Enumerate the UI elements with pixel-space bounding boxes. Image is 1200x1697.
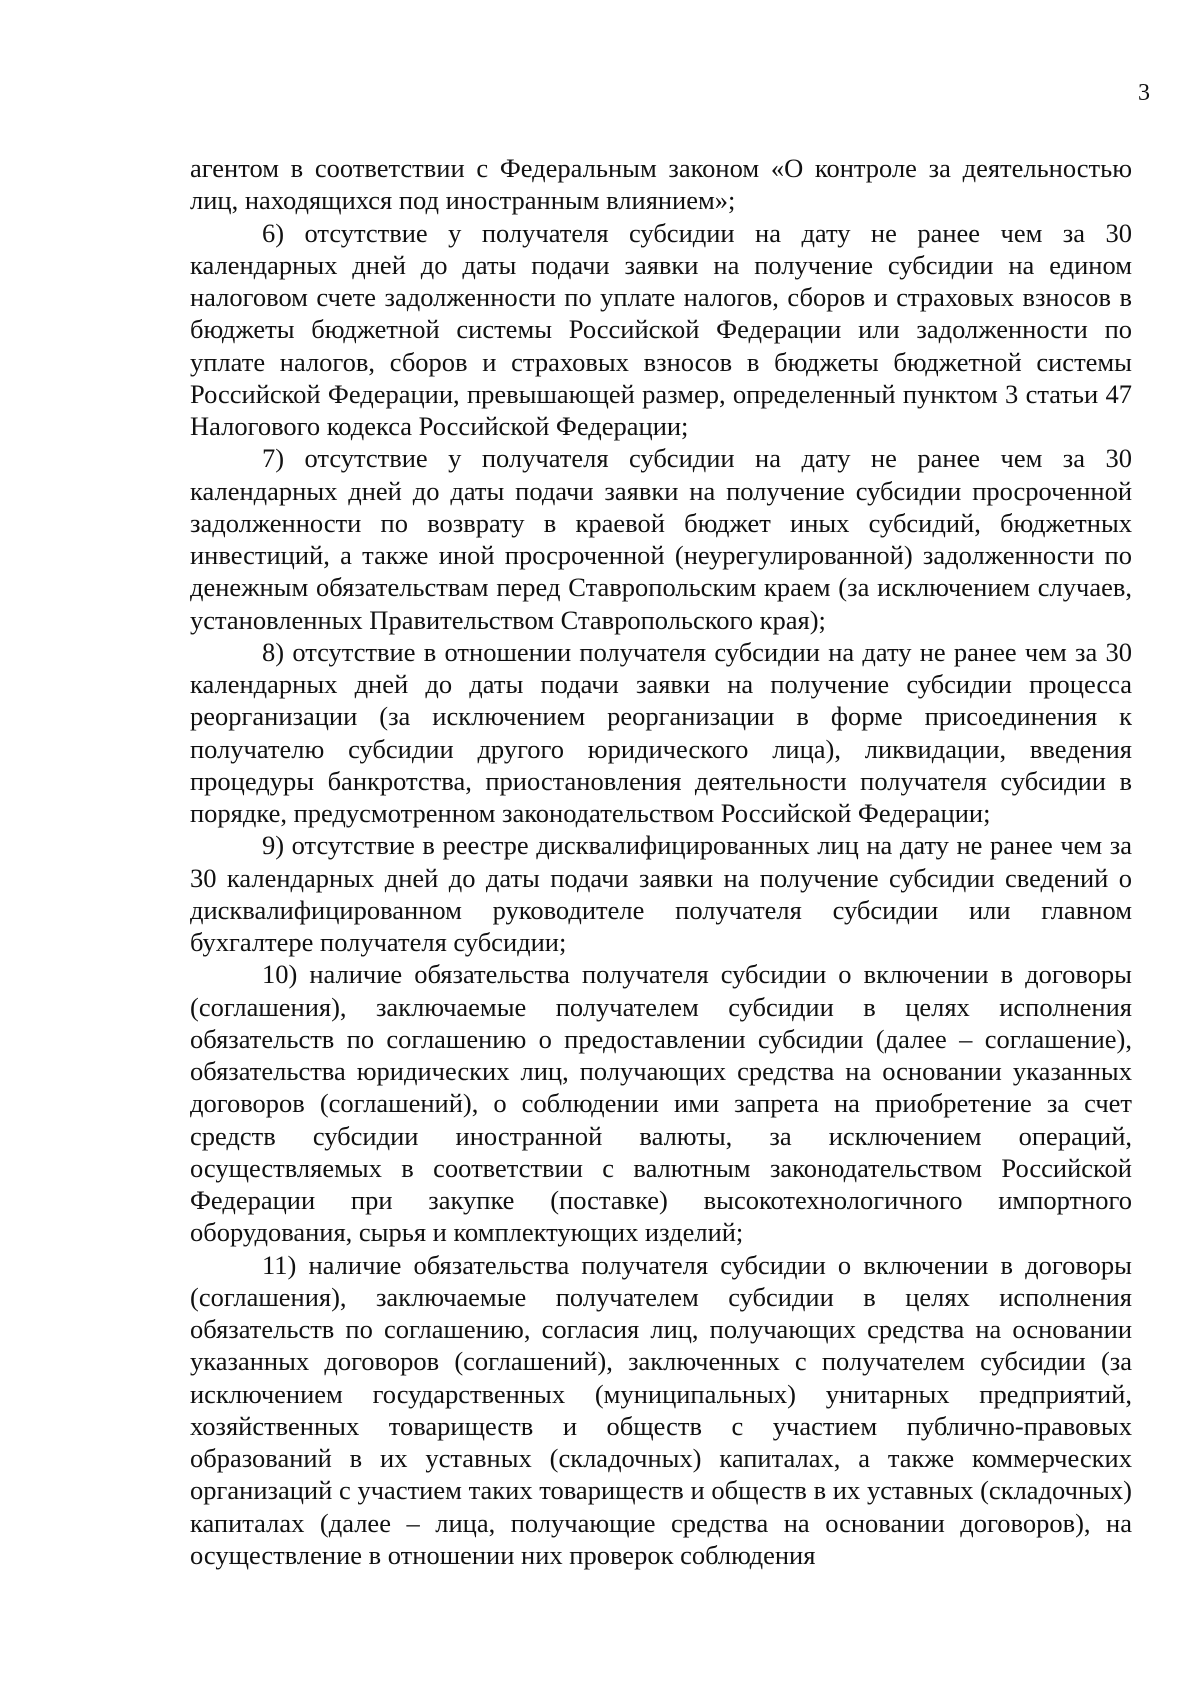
page-number: 3 — [1138, 80, 1150, 106]
paragraph-continuation: агентом в соответствии с Федеральным законом «О контроле за деятельностью лиц, находящихся под иностранным влиянием»; — [190, 153, 1132, 216]
paragraph-item-7: 7) отсутствие у получателя субсидии на дату не ранее чем за 30 календарных дней до даты подачи заявки на получение субсидии просроченной задолженности по возврату в краевой бюджет иных субсидий, бюджетных инвестиций, а также иной просроченной (неурегулированной) задолженности по денежным обязательствам перед Ставропольским краем (за исключением случаев, установленных Правительством Ставропольского края); — [190, 443, 1132, 635]
paragraph-item-11: 11) наличие обязательства получателя субсидии о включении в договоры (соглашения), заключаемые получателем субсидии в целях исполнения обязательств по соглашению, согласия лиц, получающих средства на основании указанных договоров (соглашений), заключенных с получателем субсидии (за исключением государственных (муниципальных) унитарных предприятий, хозяйственных товариществ и обществ с участием публично-правовых образований в их уставных (складочных) капиталах, а также коммерческих организаций с участием таких товариществ и обществ в их уставных (складочных) капиталах (далее – лица, получающие средства на основании договоров), на осуществление в отношении них проверок соблюдения — [190, 1249, 1132, 1570]
paragraph-item-8: 8) отсутствие в отношении получателя субсидии на дату не ранее чем за 30 календарных дней до даты подачи заявки на получение субсидии процесса реорганизации (за исключением реорганизации в форме присоединения к получателю субсидии другого юридического лица), ликвидации, введения процедуры банкротства, приостановления деятельности получателя субсидии в порядке, предусмотренном законодательством Российской Федерации; — [190, 636, 1132, 828]
document-body — [190, 152, 1132, 1571]
paragraph-item-6: 6) отсутствие у получателя субсидии на дату не ранее чем за 30 календарных дней до даты подачи заявки на получение субсидии на едином налоговом счете задолженности по уплате налогов, сборов и страховых взносов в бюджеты бюджетной системы Российской Федерации или задолженности по уплате налогов, сборов и страховых взносов в бюджеты бюджетной системы Российской Федерации, превышающей размер, определенный пунктом 3 статьи 47 Налогового кодекса Российской Федерации; — [190, 217, 1132, 441]
paragraph-item-9: 9) отсутствие в реестре дисквалифицированных лиц на дату не ранее чем за 30 календарных дней до даты подачи заявки на получение субсидии сведений о дисквалифицированном руководителе получателя субсидии или главном бухгалтере получателя субсидии; — [190, 830, 1132, 957]
paragraph-item-10: 10) наличие обязательства получателя субсидии о включении в договоры (соглашения), заключаемые получателем субсидии в целях исполнения обязательств по соглашению о предоставлении субсидии (далее – соглашение), обязательства юридических лиц, получающих средства на основании указанных договоров (соглашений), о соблюдении ими запрета на приобретение за счет средств субсидии иностранной валюты, за исключением операций, осуществляемых в соответствии с валютным законодательством Российской Федерации при закупке (поставке) высокотехнологичного импортного оборудования, сырья и комплектующих изделий; — [190, 959, 1132, 1248]
